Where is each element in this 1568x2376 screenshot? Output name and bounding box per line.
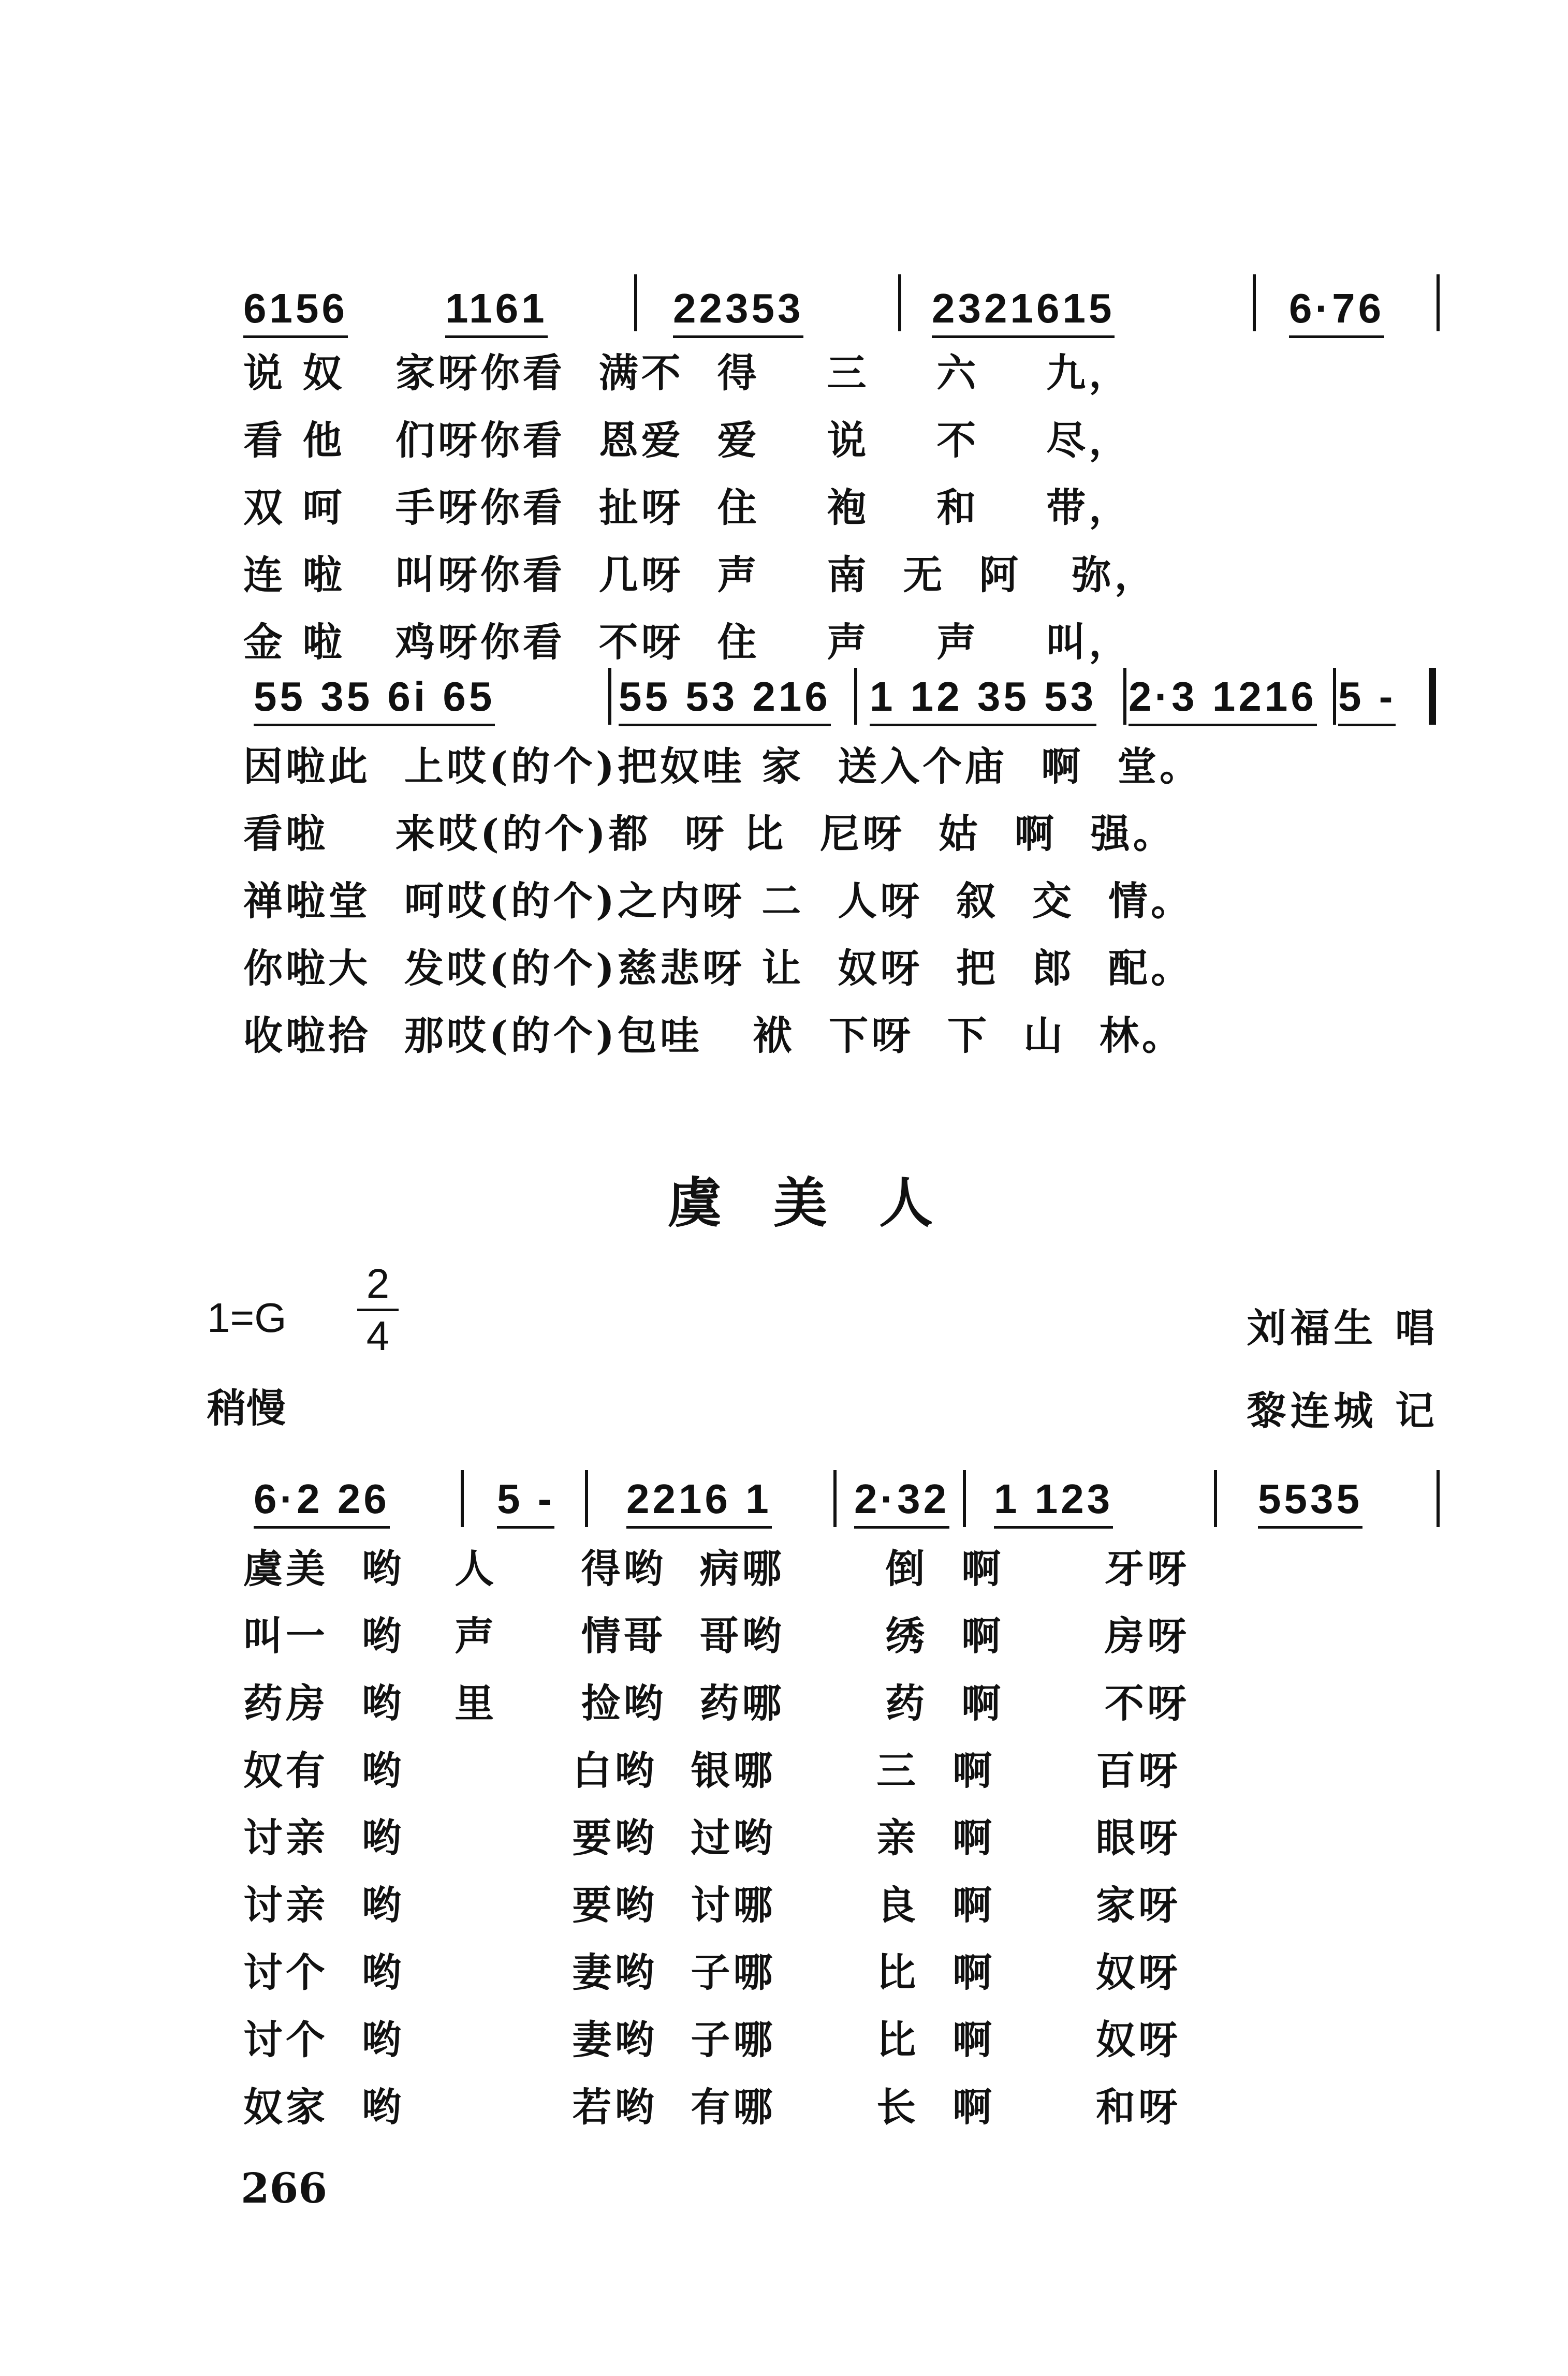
lyric-line: 叫一 哟 声 情哥 哥哟 绣 啊 房呀 xyxy=(243,1613,1190,1659)
notation-measure: 6156 xyxy=(243,285,348,338)
notation-measure: 6·2 26 xyxy=(254,1475,390,1529)
barline xyxy=(585,1470,588,1527)
lyric-line: 虞美 哟 人 得哟 病哪 倒 啊 牙呀 xyxy=(243,1546,1190,1592)
barline xyxy=(1253,274,1256,331)
time-signature-numerator: 2 xyxy=(366,1260,390,1307)
barline xyxy=(461,1470,464,1527)
lyric-line: 禅啦堂 呵哎(的个)之内呀 二 人呀 叙 交 情。 xyxy=(243,878,1193,924)
barline xyxy=(963,1470,966,1527)
notation-measure: 1 123 xyxy=(994,1475,1113,1529)
notation-measure: 1 12 35 53 xyxy=(870,673,1096,726)
singer-credit: 刘福生 唱 xyxy=(1247,1305,1439,1351)
notation-measure: 5535 xyxy=(1258,1475,1362,1529)
song-title: 虞美人 xyxy=(668,1171,985,1235)
lyric-line: 药房 哟 里 捡哟 药哪 药 啊 不呀 xyxy=(243,1680,1190,1726)
notation-measure: 2321615 xyxy=(932,285,1115,338)
tempo-marking: 稍慢 xyxy=(207,1385,286,1431)
lyric-line: 收啦拾 那哎(的个)包哇 袱 下呀 下 山 林。 xyxy=(243,1013,1184,1059)
barline xyxy=(1333,668,1336,725)
lyric-line: 因啦此 上哎(的个)把奴哇 家 送入个庙 啊 堂。 xyxy=(243,743,1203,789)
notation-line-b xyxy=(243,663,1475,725)
notation-measure: 55 35 6i 65 xyxy=(254,673,495,726)
time-signature-divider xyxy=(357,1309,399,1311)
barline xyxy=(854,668,857,725)
page-number: 266 xyxy=(241,2164,327,2212)
lyric-line: 说 奴 家呀你看 满不 得 三 六 九， xyxy=(243,350,1132,396)
notation-measure: 5 - xyxy=(1338,673,1396,726)
barline xyxy=(634,274,637,331)
notation-measure: 22353 xyxy=(673,285,803,338)
lyric-line: 讨个 哟 妻哟 子哪 比 啊 奴呀 xyxy=(243,1949,1181,1996)
time-signature-denominator: 4 xyxy=(366,1313,390,1359)
notation-measure: 2·32 xyxy=(854,1475,949,1529)
final-barline xyxy=(1429,668,1436,725)
lyric-line: 双 呵 手呀你看 扯呀 住 袍 和 带， xyxy=(243,485,1132,531)
lyric-line: 金 啦 鸡呀你看 不呀 住 声 声 叫， xyxy=(243,619,1132,665)
lyric-line: 奴有 哟 白哟 银哪 三 啊 百呀 xyxy=(243,1748,1181,1794)
lyric-line: 你啦大 发哎(的个)慈悲呀 让 奴呀 把 郎 配。 xyxy=(243,945,1193,991)
notation-line-a xyxy=(243,274,1475,336)
lyric-line: 讨亲 哟 要哟 讨哪 良 啊 家呀 xyxy=(243,1882,1181,1928)
key-signature: 1=G xyxy=(207,1295,287,1341)
notation-measure: 1161 xyxy=(445,285,548,338)
lyric-line: 讨亲 哟 要哟 过哟 亲 啊 眼呀 xyxy=(243,1815,1181,1861)
notation-measure: 2216 1 xyxy=(626,1475,772,1529)
notation-measure: 2·3 1216 xyxy=(1129,673,1317,726)
barline xyxy=(608,668,611,725)
lyric-line: 看啦 来哎(的个)都 呀 比 尼呀 姑 啊 强。 xyxy=(243,811,1176,857)
lyric-line: 连 啦 叫呀你看 几呀 声 南 无 阿 弥， xyxy=(243,552,1157,598)
notation-measure: 5 - xyxy=(497,1475,554,1529)
barline xyxy=(1214,1470,1217,1527)
time-signature xyxy=(357,1260,399,1359)
notation-measure: 6·76 xyxy=(1289,285,1384,338)
lyric-line: 看 他 们呀你看 恩爱 爱 说 不 尽， xyxy=(243,417,1132,463)
barline xyxy=(1437,1470,1440,1527)
notation-measure: 55 53 216 xyxy=(619,673,831,726)
lyric-line: 讨个 哟 妻哟 子哪 比 啊 奴呀 xyxy=(243,2017,1181,2063)
barline xyxy=(833,1470,837,1527)
scribe-credit: 黎连城 记 xyxy=(1247,1388,1439,1434)
notation-line-song xyxy=(243,1465,1475,1527)
barline xyxy=(1123,668,1126,725)
barline xyxy=(898,274,901,331)
lyric-line: 奴家 哟 若哟 有哪 长 啊 和呀 xyxy=(243,2084,1181,2130)
barline xyxy=(1437,274,1440,331)
